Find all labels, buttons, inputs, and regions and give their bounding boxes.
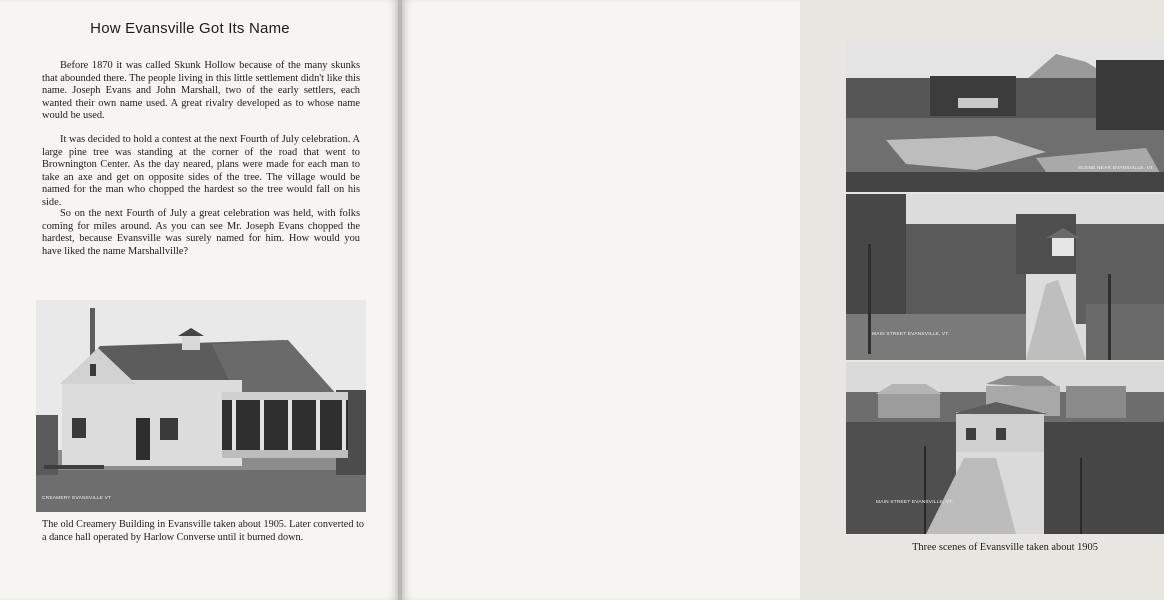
creamery-photo-label: CREAMERY EVANSVILLE VT	[42, 496, 112, 501]
right-page	[402, 0, 1155, 600]
scene-photo-3	[846, 362, 1164, 534]
scene-photo-1	[846, 40, 1164, 192]
creamery-caption: The old Creamery Building in Evansville taken about 1905. Later converted to a dance hall operated by Harlow Converse until it burned down.	[42, 519, 364, 543]
page-title: How Evansville Got Its Name	[90, 20, 290, 37]
paragraph-3: So on the next Fourth of July a great celebration was held, with folks coming for miles around. As you can see Mr. Joseph Evans chopped the hardest, because Evansville was surely named for him. How would you have liked the name Marshallville?	[42, 208, 360, 257]
scene-1-label: SCENE NEAR EVANSVILLE, VT.	[1078, 166, 1155, 171]
left-page	[0, 0, 398, 600]
scene-photo-2	[846, 194, 1164, 360]
scene-3-label: MAIN STREET EVANSVILLE, VT.	[876, 500, 954, 505]
scene-2-label: MAIN STREET EVANSVILLE, VT.	[872, 332, 950, 337]
paragraph-1: Before 1870 it was called Skunk Hollow because of the many skunks that abounded there. The people living in this little settlement didn't like this name. Joseph Evans and John Marshall, two of the early settlers, each wanted their own name used. A great rivalry developed as to whose name would be used.	[42, 60, 360, 122]
creamery-photo	[36, 300, 366, 512]
scenes-caption: Three scenes of Evansville taken about 1905	[912, 542, 1098, 553]
paragraph-2: It was decided to hold a contest at the next Fourth of July celebration. A large pine tree was standing at the corner of the road that went to Brownington Center. As the day neared, plans were made for each man to take an axe and get on opposite sides of the tree. The village would be named for the man who chopped the hardest so the tree would fall on his side.	[42, 134, 360, 208]
